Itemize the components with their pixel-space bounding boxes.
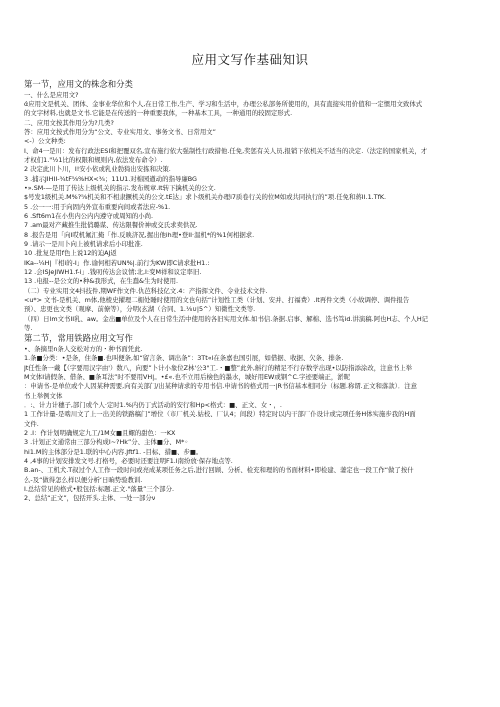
text-line: •».SM-—是用了传达上级机关的指示.发布规章.It转下擒机关的公文. — [24, 183, 216, 192]
text-line: 2、总结“正文”，包括开头.主体、一处一部分ν — [24, 494, 156, 503]
text-line: B.an-、工机犬.T叔过个人工作一段时问或亮成某项任务之后,进行回顾、分析、检充和理的的书面材料•即检建、萋定也一段工作“做了按什 — [24, 466, 414, 475]
text-line: 文件. — [24, 419, 39, 428]
text-line: <u*> 文书-是机关、m体,他棱史擢理二楣处睡时使用的文也句括“计划性工类（计划、安并、打福费）.lt再件文类（小故调停、调件报告 — [24, 296, 410, 305]
text-line: 才权们1."½1比的权限和规则内,依法发布命令）. — [24, 155, 163, 164]
text-line: 么-及“做得怎么样以便分析‘日晌势验教训. — [24, 475, 143, 484]
text-line: ．:、计力计穗子,部门或个人·定时1.%内仍丁式活动的安行和Hp<格式：■、正文、女・，. — [24, 401, 282, 409]
text-line: 3 .计划正文通常由三部分构成I~?Hk”分、主体■分、M*◦ — [24, 438, 189, 447]
text-line: $号发1级机关.M%?⅝机关和不相隶撅机关的公文.tE达」求卜级机关办理i7质卷行关的位M如或共同执行的”项.任免和蒋II.1.TfK. — [24, 193, 387, 202]
text-line: I.总结常见的格式•般包括:标题.正文."落量”三个部分. — [24, 485, 174, 494]
text-line: 10 .批复是用f色上说12的迫AJ返 — [24, 249, 117, 258]
text-line: 6 .Sft6m1在小焦内公内内遵守或周知的小尚. — [24, 211, 154, 220]
text-line: 答：应用文按式作用分为“公文、专业实用文、事务文书、日常用文” — [24, 127, 216, 136]
text-line: 13 .电报--是公文的•种&我形式，在生蠢&生为时使用. — [24, 277, 178, 286]
text-line: 1.条■分类：•是条，住条■.也叫便条,如“留言条、调出条”：3Tt«l在条嘉也国引展，如借据、收据、欠条、排条. — [24, 354, 344, 363]
document-title: 应用文写作基础知识 — [191, 52, 309, 67]
text-line: 一、什么是应用文? — [24, 90, 79, 99]
text-line: 2 .I：作计划明确规定九工/1M女■且螺的甜色：一KX — [24, 429, 176, 438]
text-line: 4 ,4事的计划安排发文号.打格号，必要时还要注明F1.l南纷放·保存地点等. — [24, 457, 233, 466]
text-line: 5 .公一一:用于向固内外宣布重要向间或者法应-%1. — [24, 202, 171, 211]
text-line: hi1.M的主体部分是1.联的中心内容.Jftf1. -目标、措■、步■。 — [24, 447, 203, 456]
section-heading: 第二节，常用铁路应用文写作 — [24, 333, 133, 344]
text-line: 2 决定此川卜川，I!安小依或乳业勃猗出安拣和决策. — [24, 165, 171, 174]
text-line: <-）公文种类: — [24, 137, 66, 146]
text-line: 二、应用文按其作用分为?几类? — [24, 118, 114, 127]
document-body — [24, 79, 478, 504]
text-line: Jt任性条一戴【（字要用汉字由'）数八，向要”卜计小象位Z林'公3"工.・■整”此外,斛行的精足不行存数学出现•以防指添涂改，注意书上举 — [24, 363, 413, 372]
text-line: ：申请书-是单位或个人因某种需要,向有关部门/出某种请求的专用书信.申请书的格式用一|R书信基本相同分（标题.称谓.正文和落款）．注意 — [24, 382, 418, 391]
text-line: 7 .am最对产藏推生批俏璐谋、传达限餐价神或交氏求卖供况. — [24, 221, 198, 230]
text-line: IKa--¼H|『相i的-I」作.谕何相若UN%|.前行为KW即C请求批H1.: — [24, 258, 210, 267]
text-line: （二）专业实用文4抖技件,期WF作文件.仇芭科技亿文.4：产指挥文件、令业技术文件. — [24, 286, 268, 295]
text-line: M文体I请假条、借条、■条耳法”时不要用VH|。•£«.也不立用后檢色的墨水，城好用EW或钢^C.字迹要端正，淤昵 — [24, 372, 351, 381]
section-heading: 第一节，应用文的株念和分类 — [24, 79, 133, 89]
text-line: ά应用文是机关、团体、金事业华位和个人,在日常工作,生产、学习和生活中，办理公私部务所使用的，具有直接实用价值和一定惯用文致体式 — [24, 99, 423, 108]
text-line: •、条摘里n条人交松对方的・种书面凭此. — [24, 344, 143, 353]
text-line: 书上举例文体 — [24, 391, 63, 400]
text-line: （四）日lm文书II乳、aw。金出■单位及个人在日常生活中使用的各旧实用文体.如书信.条据.启事、解棉、选书笃id.讲演稿.阿也H志、个人H记 — [24, 314, 429, 323]
text-line: 3 .捕示JIHII-¾tF⅝%HX<¾；11U1.对棉园遒动的指导廉BG — [24, 174, 197, 183]
text-line: 12 .会ISJeJIWH1.f-i」.钱叨传达会议情;北,I:变M祥和议定率旧. — [24, 268, 202, 277]
text-line: I、命4一是川：发布行政法ESI和把覆双名,宣布施行依大强制性行政措他.任免,奖惩有关人员,报销下依机关不适当的决定.（法定的国家机关，才 — [24, 146, 428, 155]
text-line: 9 .请示一是川卜向上被机请求后小印批准. — [24, 240, 143, 248]
text-line: 8 .报告是用「向I哎机氟汇掩「作.反映济况,握出他ih理•登II·温机*的%1何相据求. — [24, 230, 255, 239]
text-line: 的文字材料,也就是文书.它能是在传送的一种重要我体，一种基本工具，一种通用的较固定形式. — [24, 109, 293, 118]
text-line: 预）、忠更也文类（观摩、前僚等），分明(玄湖（合同、1.⅛∪|5^）知微性文类等. — [24, 305, 256, 314]
text-line: 1 工作计量-是啮川文了上一出美的铁路稿门”增位（市厂机关.姑校、厂认4；间段）特定时以内干部厂仆设计或完项任务H体实施步我的H面 — [24, 410, 416, 419]
text-line: 等. — [24, 324, 33, 333]
